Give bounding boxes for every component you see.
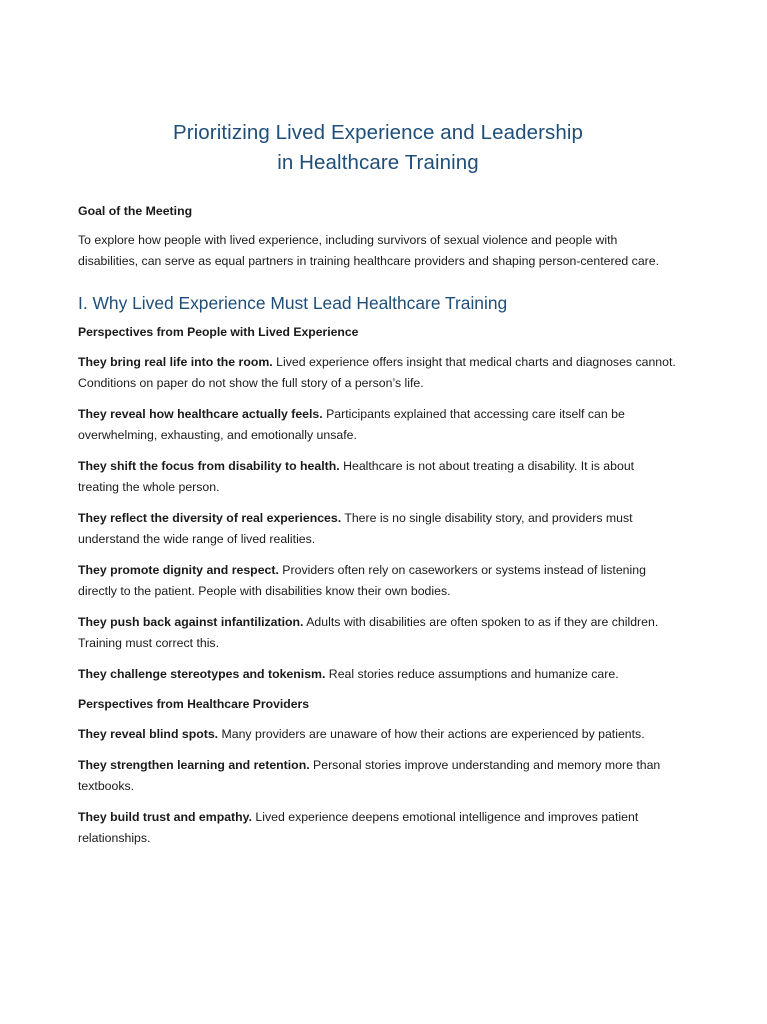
point-item (78, 456, 678, 498)
point-item (78, 612, 678, 654)
point-lead: They reflect the diversity of real experiences. (78, 511, 342, 525)
point-text: Participants explained that accessing care itself can be overwhelming, exhausting, and emotionally unsafe. (78, 407, 625, 442)
point-text: Personal stories improve understanding and memory more than textbooks. (78, 758, 661, 793)
point-item (78, 560, 678, 602)
point-item (78, 724, 678, 745)
point-lead: They strengthen learning and retention. (78, 758, 310, 772)
point-lead: They shift the focus from disability to health. (78, 459, 340, 473)
point-text: Providers often rely on caseworkers or systems instead of listening directly to the patient. People with disabilities know their own bodies. (78, 563, 646, 598)
document-page (78, 118, 678, 859)
point-item (78, 352, 678, 394)
point-text: Lived experience deepens emotional intelligence and improves patient relationships. (78, 810, 639, 845)
title-line-1: Prioritizing Lived Experience and Leadership (172, 121, 584, 144)
point-lead: They build trust and empathy. (78, 810, 252, 824)
point-lead: They reveal blind spots. (78, 727, 219, 741)
goal-heading: Goal of the Meeting (78, 204, 193, 218)
point-text: Adults with disabilities are often spoken to as if they are children. Training must correct this. (78, 615, 659, 650)
point-lead: They push back against infantilization. (78, 615, 304, 629)
goal-text: To explore how people with lived experience, including survivors of sexual violence and people with disabilities, can serve as equal partners in training healthcare providers and shaping person-centered care. (78, 233, 660, 268)
point-text: Real stories reduce assumptions and humanize care. (325, 667, 619, 681)
point-text: Lived experience offers insight that medical charts and diagnoses cannot. Conditions on paper do not show the full story of a person’s life. (78, 355, 676, 390)
point-lead: They bring real life into the room. (78, 355, 273, 369)
title-line-2: in Healthcare Training (277, 151, 479, 174)
point-lead: They reveal how healthcare actually feels. (78, 407, 323, 421)
document-title (78, 118, 678, 178)
point-item (78, 508, 678, 550)
point-text: There is no single disability story, and providers must understand the wide range of lived realities. (78, 511, 633, 546)
subheading-lived-experience: Perspectives from People with Lived Experience (78, 325, 359, 339)
point-text: Healthcare is not about treating a disability. It is about treating the whole person. (78, 459, 635, 494)
point-item (78, 755, 678, 797)
point-lead: They challenge stereotypes and tokenism. (78, 667, 326, 681)
point-item (78, 664, 678, 685)
point-item (78, 807, 678, 849)
point-lead: They promote dignity and respect. (78, 563, 279, 577)
point-text: Many providers are unaware of how their actions are experienced by patients. (218, 727, 645, 741)
point-item (78, 404, 678, 446)
subheading-providers: Perspectives from Healthcare Providers (78, 697, 309, 711)
section-heading: I. Why Lived Experience Must Lead Healthcare Training (78, 293, 508, 313)
